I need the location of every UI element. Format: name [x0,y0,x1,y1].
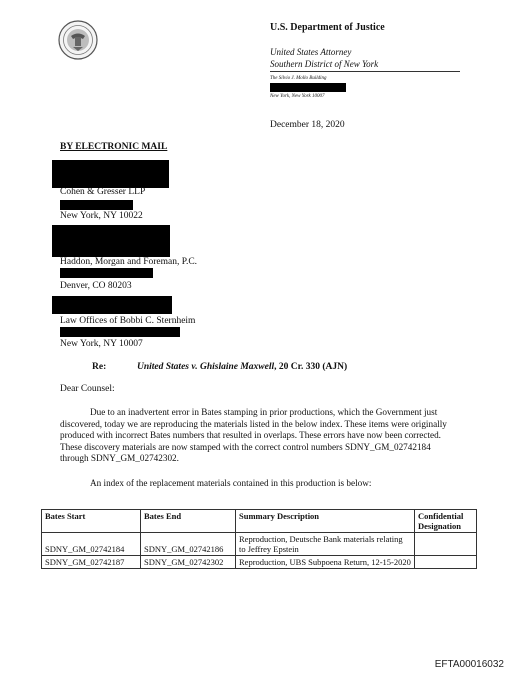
body-paragraph: Due to an inadvertent error in Bates stamping in prior productions, which the Government just discovered, today we are reproducing the materials listed in the below index. These items were originally produced with incorrect Bates numbers that resulted in overlaps. These errors have now been corrected. These discovery materials are now stamped with the correct control numbers SDNY_GM_02742184 through SDNY_GM_02742302. [60,407,447,463]
redaction-bar [60,327,180,337]
column-header: Bates Start [42,510,141,533]
table-cell: SDNY_GM_02742184 [42,533,141,556]
office-name [270,46,378,70]
office-line-1: United States Attorney [270,47,352,57]
column-header: Summary Description [236,510,415,533]
table-cell [415,533,477,556]
recipient-firm: Haddon, Morgan and Foreman, P.C. [60,257,198,267]
letterhead-rule [270,71,460,72]
office-city: New York, New York 10007 [270,94,325,99]
table-cell: SDNY_GM_02742302 [141,556,236,569]
salutation: Dear Counsel: [60,384,115,394]
case-caption: United States v. Ghislaine Maxwell [137,362,275,372]
table-cell: SDNY_GM_02742186 [141,533,236,556]
redaction-bar [60,268,153,278]
department-name: U.S. Department of Justice [270,22,385,33]
redaction-bar [52,296,172,314]
table-cell: Reproduction, UBS Subpoena Return, 12-15-2020 [236,556,415,569]
recipient-firm: Law Offices of Bobbi C. Sternheim [60,316,196,326]
redaction-bar [52,160,169,188]
re-subject [137,362,347,372]
table-row [42,556,477,569]
office-line-2: Southern District of New York [270,59,379,69]
column-header: Bates End [141,510,236,533]
redaction-bar [60,200,133,210]
recipient-city: New York, NY 10022 [60,211,143,221]
case-number: , 20 Cr. 330 (AJN) [274,362,348,372]
table-cell [415,556,477,569]
body-paragraph: An index of the replacement materials contained in this production is below: [90,478,372,488]
building-name: The Silvio J. Mollo Building [270,76,327,81]
table-row [42,533,477,556]
document-id: EFTA00016032 [434,659,504,670]
re-label: Re: [92,362,107,372]
recipient-city: New York, NY 10007 [60,339,143,349]
recipient-firm: Cohen & Gresser LLP [60,187,146,197]
letter-date: December 18, 2020 [270,120,345,130]
table-header-row [42,510,477,533]
doj-seal-icon [58,20,98,60]
production-index-table [41,509,477,569]
column-header: Confidential Designation [415,510,477,533]
recipient-city: Denver, CO 80203 [60,281,132,291]
table-cell: Reproduction, Deutsche Bank materials relating to Jeffrey Epstein [236,533,415,556]
delivery-method: BY ELECTRONIC MAIL [60,142,168,152]
redaction-bar [52,225,170,257]
redaction-bar [270,83,346,92]
table-cell: SDNY_GM_02742187 [42,556,141,569]
